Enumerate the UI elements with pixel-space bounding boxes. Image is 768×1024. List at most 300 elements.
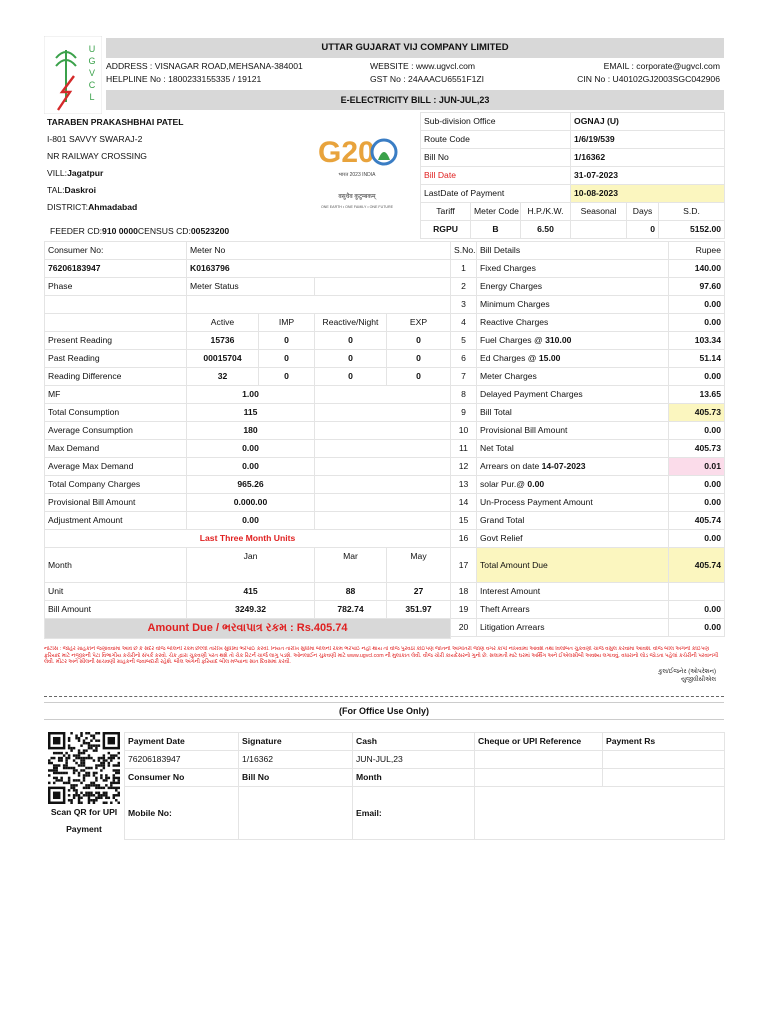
scan-qr-caption: Scan QR for UPI Payment	[50, 807, 118, 834]
qr-module	[98, 744, 100, 746]
qr-module	[115, 794, 117, 796]
reading-exp: 0	[387, 332, 451, 350]
qr-module	[58, 772, 60, 774]
qr-module	[70, 747, 72, 749]
detail-sno: 18	[451, 583, 477, 601]
qr-module	[73, 779, 75, 781]
meter-status-label: Meter Status	[187, 278, 315, 296]
qr-module	[118, 794, 120, 796]
detail-label-text: solar Pur.@	[480, 479, 528, 489]
summary-label: Total Company Charges	[45, 476, 187, 494]
qr-module	[73, 754, 75, 756]
qr-module	[88, 774, 90, 776]
detail-amount: 103.34	[669, 332, 725, 350]
stub-value-row	[125, 751, 725, 769]
company-gst: GST No : 24AAACU6551F1ZI	[370, 74, 484, 84]
qr-module	[60, 779, 62, 781]
detail-label-text: Un-Process Payment Amount	[480, 497, 593, 507]
detail-amount	[669, 583, 725, 601]
qr-module	[95, 779, 97, 781]
qr-module	[110, 754, 112, 756]
signature-line-1: કુલ/ઈજનેર (ઓપરેશન)	[658, 669, 716, 675]
bill-detail-row	[451, 332, 725, 350]
bill-details-header	[451, 242, 725, 260]
hp-kw-header: H.P./K.W.	[521, 203, 571, 221]
customer-address-2: NR RAILWAY CROSSING	[47, 151, 147, 161]
qr-module	[85, 737, 87, 739]
qr-module	[93, 784, 95, 786]
ugvcl-logo	[44, 36, 102, 114]
detail-label	[477, 404, 669, 422]
qr-module	[80, 759, 82, 761]
qr-module	[108, 787, 110, 789]
detail-amount: 0.00	[669, 494, 725, 512]
detail-label	[477, 512, 669, 530]
summary-label: Provisional Bill Amount	[45, 494, 187, 512]
qr-module	[80, 792, 82, 794]
qr-module	[113, 757, 115, 759]
detail-label	[477, 476, 669, 494]
active-header: Active	[187, 314, 259, 332]
qr-module	[85, 794, 87, 796]
qr-module	[110, 757, 112, 759]
qr-module	[115, 787, 117, 789]
qr-module	[88, 747, 90, 749]
qr-module	[88, 784, 90, 786]
qr-module	[83, 742, 85, 744]
bill-detail-row	[451, 422, 725, 440]
consumer-no-value: 76206183947	[45, 260, 187, 278]
qr-module	[118, 764, 120, 766]
detail-sno: 6	[451, 350, 477, 368]
summary-spacer	[315, 422, 451, 440]
qr-module	[95, 784, 97, 786]
qr-module	[80, 769, 82, 771]
payment-date-label: Payment Date	[125, 733, 239, 751]
detail-label-rate: 0.00	[527, 479, 545, 489]
company-email: EMAIL : corporate@ugvcl.com	[603, 61, 720, 71]
detail-sno: 12	[451, 458, 477, 476]
stub-payment-rs[interactable]	[603, 751, 725, 769]
qr-module	[95, 744, 97, 746]
detail-sno: 8	[451, 386, 477, 404]
stub-caption-row	[125, 769, 725, 787]
qr-module	[58, 757, 60, 759]
qr-module	[88, 744, 90, 746]
qr-module	[58, 779, 60, 781]
bill-detail-row	[451, 368, 725, 386]
qr-module	[95, 797, 97, 799]
bill-amount-label: Bill Amount	[45, 601, 187, 619]
unit-label: Unit	[45, 583, 187, 601]
tariff-header-row	[421, 203, 725, 221]
qr-module	[53, 769, 55, 771]
bill-amount-1: 3249.32	[187, 601, 315, 619]
qr-module	[113, 774, 115, 776]
detail-label	[477, 386, 669, 404]
qr-module	[113, 777, 115, 779]
qr-module	[70, 749, 72, 751]
reading-reactive: 0	[315, 332, 387, 350]
route-code-label: Route Code	[421, 131, 571, 149]
detail-label-text: Reactive Charges	[480, 317, 549, 327]
detail-label-text: Net Total	[480, 443, 514, 453]
qr-module	[50, 762, 52, 764]
svg-text:भारत 2023 INDIA: भारत 2023 INDIA	[338, 172, 376, 178]
qr-module	[80, 732, 82, 734]
census-code: 00523200	[190, 226, 230, 236]
qr-module	[85, 792, 87, 794]
qr-module	[53, 757, 55, 759]
detail-label-text: Fixed Charges	[480, 263, 536, 273]
unit-2: 88	[315, 583, 387, 601]
bill-amount-2: 782.74	[315, 601, 387, 619]
detail-label-text: Energy Charges	[480, 281, 543, 291]
qr-module	[83, 779, 85, 781]
detail-label	[477, 278, 669, 296]
qr-module	[98, 759, 100, 761]
bill-detail-row	[451, 494, 725, 512]
qr-module	[103, 754, 105, 756]
qr-module	[78, 757, 80, 759]
detail-sno: 3	[451, 296, 477, 314]
upi-qr-code[interactable]	[48, 732, 120, 804]
qr-module	[105, 759, 107, 761]
summary-label: Total Consumption	[45, 404, 187, 422]
summary-row	[45, 494, 451, 512]
reading-reactive: 0	[315, 350, 387, 368]
qr-module	[65, 759, 67, 761]
detail-label-text: Meter Charges	[480, 371, 537, 381]
qr-module	[65, 767, 67, 769]
qr-module	[63, 772, 65, 774]
hp-kw-value: 6.50	[521, 221, 571, 239]
detail-label	[477, 350, 669, 368]
qr-module	[85, 749, 87, 751]
qr-module	[98, 792, 100, 794]
summary-row	[45, 440, 451, 458]
qr-module	[73, 794, 75, 796]
bill-title: E-ELECTRICITY BILL : JUN-JUL,23	[106, 90, 724, 110]
qr-module	[93, 737, 95, 739]
reading-row	[45, 332, 451, 350]
qr-module	[115, 799, 117, 801]
qr-module	[105, 792, 107, 794]
detail-amount: 51.14	[669, 350, 725, 368]
qr-module	[85, 732, 87, 734]
district: Ahmadabad	[88, 202, 138, 212]
qr-module	[85, 767, 87, 769]
payment-rs-label: Payment Rs	[603, 733, 725, 751]
qr-module	[100, 787, 102, 789]
mobile-label: Mobile No:	[125, 787, 239, 840]
qr-module	[68, 737, 70, 739]
qr-module	[90, 739, 92, 741]
qr-module	[83, 777, 85, 779]
summary-value: 965.26	[187, 476, 315, 494]
svg-text:G20: G20	[318, 136, 375, 169]
mobile-field[interactable]	[239, 787, 353, 840]
reading-label: Past Reading	[45, 350, 187, 368]
village: Jagatpur	[67, 168, 104, 178]
census-label: CENSUS CD:	[137, 226, 191, 236]
detail-label	[477, 494, 669, 512]
qr-module	[108, 797, 110, 799]
qr-module	[63, 782, 65, 784]
qr-module	[83, 752, 85, 754]
detail-sno: 2	[451, 278, 477, 296]
bill-no-label: Bill No	[421, 149, 571, 167]
qr-module	[75, 757, 77, 759]
logo-letters: U G V C L	[88, 44, 96, 102]
bill-detail-row	[451, 548, 725, 583]
detail-label-rate: 310.00	[545, 335, 572, 345]
detail-amount: 0.01	[669, 458, 725, 476]
tear-line	[44, 696, 724, 697]
qr-module	[78, 774, 80, 776]
qr-module	[80, 797, 82, 799]
last-date-value: 10-08-2023	[571, 185, 725, 203]
email-field[interactable]	[475, 787, 725, 840]
gujarati-notice: નોટીસ : જાહેર ગ્રાહકોને જણાવવામાં આવે છે કે સદર વીજ બીલની રકમ છેલ્લી તારીખ સુધીમાં ભરપાઈ કરવી. નિયત તારીખ સુધીમાં બીલની રકમ ભરપાઈ નહીં થાય તો વીજ પુરવઠો કોઈપણ જાતની આગોતરી જાણ વગર કાપી નાખવામાં આવશે તથા વિલંબિત ચુકવણી ચાર્જ વસુલ કરવામાં આવશે. વીજ બીલ અંગેની કોઈપણ ફરિયાદ માટે નજીકની પેટા વિભાગીય કચેરીનો સંપર્ક કરવો. ચેક દ્વારા ચુકવણી પરત થશે તો ચેક રિટર્ન ચાર્જ લાગુ પડશે. ઓનલાઈન ચુકવણી માટે www.ugvcl.com ની મુલાકાત લેવી. વીજ ચોરી કાયદેસરનો ગુનો છે. સલામતી માટે ઘરમાં અર્થિંગ અને ઈએલસીબી અવશ્ય લગાવવું. વધારાનો લોડ જોડતા પહેલાં કચેરીની પરવાનગી લેવી. મીટર અને સીલની સાચવણી ગ્રાહકની જવાબદારી રહેશે. બીલ અંગેની ફરિયાદ બીલ મળ્યાના સાત દિવસમાં કરવી.	[44, 646, 719, 666]
detail-label-rate: 14-07-2023	[541, 461, 586, 471]
qr-module	[118, 792, 120, 794]
qr-module	[88, 772, 90, 774]
qr-module	[93, 744, 95, 746]
tariff-header: Tariff	[421, 203, 471, 221]
qr-module	[103, 787, 105, 789]
qr-module	[88, 742, 90, 744]
g20-logo	[298, 116, 416, 216]
detail-label	[477, 296, 669, 314]
qr-module	[83, 762, 85, 764]
qr-module	[95, 792, 97, 794]
qr-module	[88, 799, 90, 801]
district-label: DISTRICT:	[47, 202, 89, 212]
tariff-value-row	[421, 221, 725, 239]
qr-module	[68, 777, 70, 779]
qr-module	[68, 789, 70, 791]
consumer-no-label: Consumer No:	[45, 242, 187, 260]
summary-spacer	[315, 476, 451, 494]
summary-row	[45, 386, 451, 404]
qr-module	[100, 774, 102, 776]
bill-detail-row	[451, 512, 725, 530]
reading-exp: 0	[387, 350, 451, 368]
detail-label	[477, 314, 669, 332]
company-website: WEBSITE : www.ugvcl.com	[370, 61, 476, 71]
summary-value: 0.000.00	[187, 494, 315, 512]
detail-label	[477, 260, 669, 278]
qr-module	[118, 762, 120, 764]
detail-sno: 9	[451, 404, 477, 422]
qr-module	[60, 772, 62, 774]
qr-module	[75, 792, 77, 794]
summary-spacer	[315, 386, 451, 404]
qr-module	[63, 767, 65, 769]
month-1: Jan	[187, 548, 315, 583]
detail-sno: 5	[451, 332, 477, 350]
qr-module	[103, 764, 105, 766]
bill-detail-row	[451, 314, 725, 332]
rupee-header: Rupee	[669, 242, 725, 260]
seasonal-header: Seasonal	[571, 203, 627, 221]
qr-module	[85, 742, 87, 744]
payment-stub	[44, 732, 724, 844]
stub-cheque-ref[interactable]	[475, 751, 603, 769]
qr-module	[78, 779, 80, 781]
stub-contact-row	[125, 787, 725, 840]
stub-month: JUN-JUL,23	[353, 751, 475, 769]
qr-module	[103, 779, 105, 781]
customer-address-1: I-801 SAVVY SWARAJ-2	[47, 134, 143, 144]
detail-label	[477, 458, 669, 476]
qr-module	[103, 767, 105, 769]
bill-no-value: 1/16362	[571, 149, 725, 167]
qr-module	[55, 752, 57, 754]
qr-module	[105, 797, 107, 799]
qr-module	[98, 739, 100, 741]
qr-module	[53, 752, 55, 754]
reading-row	[45, 368, 451, 386]
summary-label: Max Demand	[45, 440, 187, 458]
qr-module	[88, 767, 90, 769]
qr-module	[90, 744, 92, 746]
month-caption: Month	[353, 769, 475, 787]
qr-module	[58, 764, 60, 766]
detail-sno: 15	[451, 512, 477, 530]
bill-detail-row	[451, 260, 725, 278]
detail-sno: 10	[451, 422, 477, 440]
qr-module	[88, 732, 90, 734]
qr-module	[90, 782, 92, 784]
bill-info-table	[420, 112, 725, 239]
qr-module	[110, 784, 112, 786]
detail-amount: 140.00	[669, 260, 725, 278]
qr-module	[50, 769, 52, 771]
bill-details-table	[450, 241, 725, 637]
qr-module	[103, 794, 105, 796]
office-use-title: (For Office Use Only)	[44, 702, 724, 720]
qr-module	[105, 784, 107, 786]
meter-code-header: Meter Code	[471, 203, 521, 221]
qr-module	[88, 797, 90, 799]
electricity-bill	[44, 36, 724, 834]
qr-module	[83, 759, 85, 761]
qr-module	[78, 797, 80, 799]
qr-module	[105, 774, 107, 776]
qr-module	[113, 797, 115, 799]
qr-module	[90, 734, 92, 736]
feeder-line	[44, 223, 426, 240]
summary-spacer	[315, 494, 451, 512]
qr-module	[113, 754, 115, 756]
qr-module	[83, 794, 85, 796]
detail-label-text: Bill Total	[480, 407, 512, 417]
summary-spacer	[315, 404, 451, 422]
summary-value: 1.00	[187, 386, 315, 404]
qr-module	[93, 734, 95, 736]
summary-label: Adjustment Amount	[45, 512, 187, 530]
qr-module	[78, 754, 80, 756]
reading-row	[45, 350, 451, 368]
qr-module	[90, 757, 92, 759]
qr-module	[53, 772, 55, 774]
qr-module	[113, 769, 115, 771]
qr-module	[108, 764, 110, 766]
qr-module	[93, 782, 95, 784]
detail-sno: 19	[451, 601, 477, 619]
company-cin: CIN No : U40102GJ2003SGC042906	[577, 74, 720, 84]
imp-header: IMP	[259, 314, 315, 332]
qr-module	[100, 757, 102, 759]
qr-module	[113, 782, 115, 784]
stub-header-row	[125, 733, 725, 751]
feeder-label: FEEDER CD:	[50, 226, 103, 236]
qr-module	[98, 797, 100, 799]
feeder-code: 910 0000	[102, 226, 138, 236]
qr-module	[73, 747, 75, 749]
qr-module	[75, 784, 77, 786]
qr-module	[100, 777, 102, 779]
qr-module	[113, 764, 115, 766]
month-label: Month	[45, 548, 187, 583]
stub-bill-no: 1/16362	[239, 751, 353, 769]
bill-amount-row	[45, 601, 451, 619]
detail-amount: 0.00	[669, 314, 725, 332]
tal-label: TAL:	[47, 185, 65, 195]
qr-module	[53, 764, 55, 766]
qr-module	[93, 759, 95, 761]
qr-module	[88, 794, 90, 796]
qr-module	[68, 739, 70, 741]
qr-module	[75, 737, 77, 739]
qr-module	[65, 757, 67, 759]
customer-name: TARABEN PRAKASHBHAI PATEL	[47, 117, 184, 127]
qr-module	[60, 752, 62, 754]
qr-module	[65, 772, 67, 774]
qr-module	[70, 767, 72, 769]
qr-module	[118, 772, 120, 774]
payment-stub-table	[124, 732, 725, 840]
qr-module	[85, 784, 87, 786]
meter-status-value	[315, 278, 451, 296]
bill-no-caption: Bill No	[239, 769, 353, 787]
qr-module	[53, 767, 55, 769]
bill-detail-row	[451, 296, 725, 314]
qr-module	[73, 789, 75, 791]
qr-module	[80, 764, 82, 766]
bill-detail-row	[451, 440, 725, 458]
qr-module	[90, 799, 92, 801]
month-3: May	[387, 548, 451, 583]
qr-module	[83, 739, 85, 741]
qr-module	[68, 744, 70, 746]
qr-module	[63, 754, 65, 756]
customer-block	[44, 114, 294, 216]
reading-active: 00015704	[187, 350, 259, 368]
qr-module	[70, 732, 72, 734]
unit-3: 27	[387, 583, 451, 601]
summary-label: MF	[45, 386, 187, 404]
qr-module	[65, 752, 67, 754]
qr-module	[55, 769, 57, 771]
qr-module	[98, 784, 100, 786]
qr-module	[108, 752, 110, 754]
qr-module	[83, 749, 85, 751]
qr-module	[85, 774, 87, 776]
summary-label: Average Max Demand	[45, 458, 187, 476]
